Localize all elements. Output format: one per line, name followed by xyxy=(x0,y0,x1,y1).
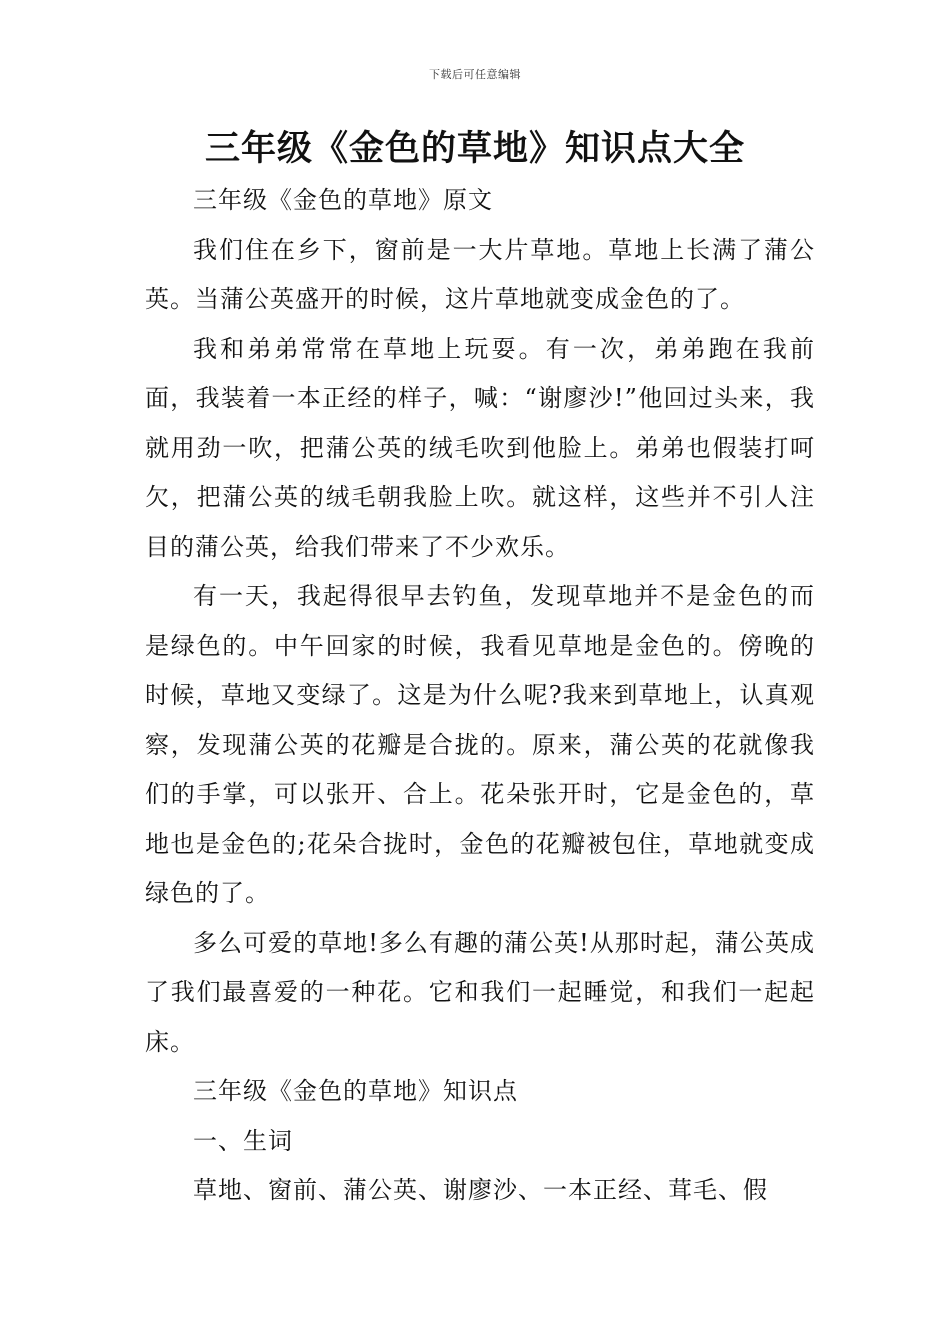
section-heading-original-text: 三年级《金色的草地》原文 xyxy=(193,186,493,214)
paragraph-1: 我们住在乡下，窗前是一大片草地。草地上长满了蒲公英。当蒲公英盛开的时候，这片草地就变成金色的了。 xyxy=(145,235,815,313)
paragraph-3: 有一天，我起得很早去钓鱼，发现草地并不是金色的而是绿色的。中午回家的时候，我看见草地是金色的。傍晚的时候，草地又变绿了。这是为什么呢?我来到草地上，认真观察，发现蒲公英的花瓣是合拢的。原来，蒲公英的花就像我们的手掌，可以张开、合上。花朵张开时，它是金色的，草地也是金色的;花朵合拢时，金色的花瓣被包住，草地就变成绿色的了。 xyxy=(145,582,815,907)
subheading-new-words: 一、生词 xyxy=(193,1126,293,1155)
header-note: 下载后可任意编辑 xyxy=(429,68,521,81)
document-body xyxy=(145,176,815,1216)
paragraph-4: 多么可爱的草地!多么有趣的蒲公英!从那时起，蒲公英成了我们最喜爱的一种花。它和我们一起睡觉，和我们一起起床。 xyxy=(145,928,815,1056)
new-words-list: 草地、窗前、蒲公英、谢廖沙、一本正经、茸毛、假 xyxy=(193,1176,768,1204)
paragraph-2: 我和弟弟常常在草地上玩耍。有一次，弟弟跑在我前面，我装着一本正经的样子，喊：“谢廖沙!”他回过头来，我就用劲一吹，把蒲公英的绒毛吹到他脸上。弟弟也假装打呵欠，把蒲公英的绒毛朝我脸上吹。就这样，这些并不引人注目的蒲公英，给我们带来了不少欢乐。 xyxy=(145,334,815,561)
document-title: 三年级《金色的草地》知识点大全 xyxy=(204,129,745,169)
section-heading-knowledge-points: 三年级《金色的草地》知识点 xyxy=(193,1077,518,1105)
